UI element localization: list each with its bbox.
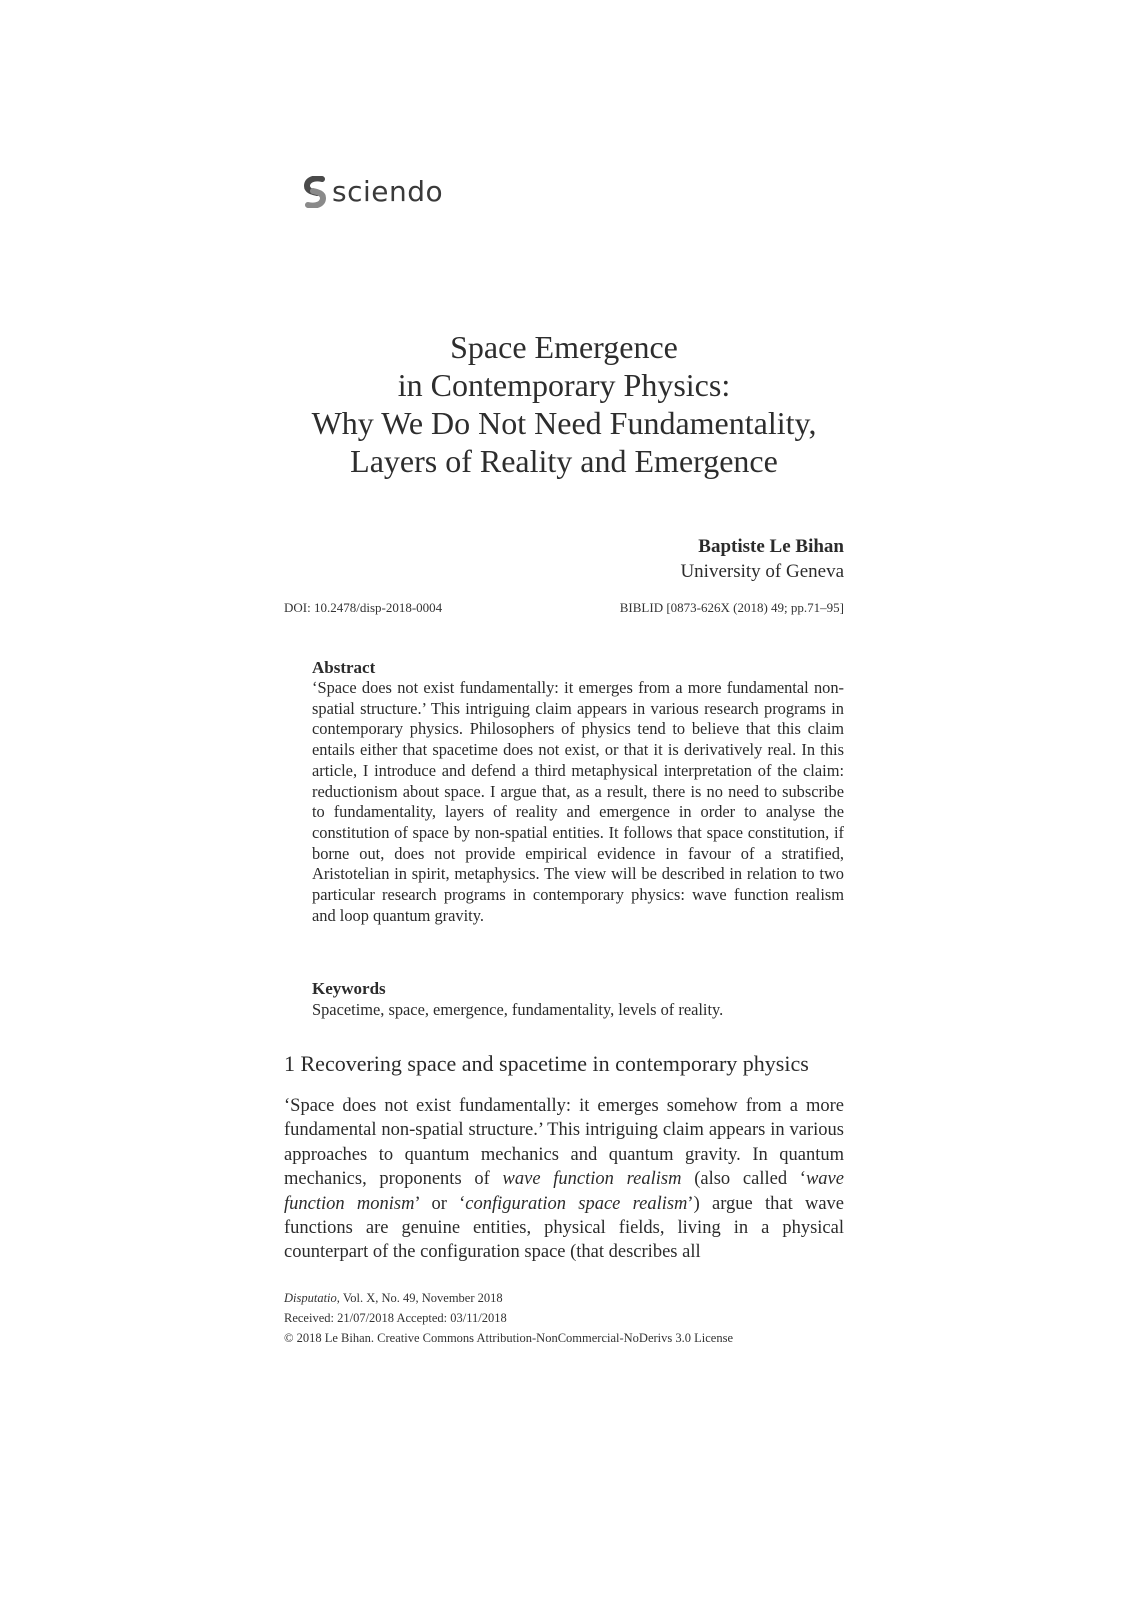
- title-line: in Contemporary Physics:: [397, 367, 731, 403]
- article-title: [284, 328, 844, 480]
- author-block: [680, 534, 844, 584]
- article-meta: [284, 600, 844, 616]
- publisher-name: sciendo: [332, 175, 444, 208]
- keywords: [312, 978, 844, 1020]
- journal-info: [284, 1288, 844, 1308]
- author-name: Baptiste Le Bihan: [698, 536, 844, 557]
- title-line: Space Emergence: [450, 329, 678, 365]
- body-text: ’) argue that wave functions are genuine entities, physical fields, living in a physical counterpart of the configuration space (that describes all: [284, 1193, 844, 1263]
- section-heading: 1 Recovering space and spacetime in contemporary physics: [284, 1051, 809, 1076]
- license: © 2018 Le Bihan. Creative Commons Attribution-NonCommercial-NoDerivs 3.0 License: [284, 1331, 733, 1345]
- author-affiliation: University of Geneva: [680, 561, 844, 582]
- journal-volume: , Vol. X, No. 49, November 2018: [336, 1291, 503, 1305]
- journal-name: Disputatio: [284, 1291, 337, 1305]
- abstract: [312, 658, 844, 926]
- body-text: ’ or ‘: [414, 1193, 466, 1214]
- page-footer: [284, 1288, 844, 1348]
- italic-term: configuration space realism: [465, 1193, 688, 1214]
- received-accepted: Received: 21/07/2018 Accepted: 03/11/2018: [284, 1311, 507, 1325]
- abstract-text: ‘Space does not exist fundamentally: it emerges from a more fundamental non-spatial structure.’ This intriguing claim appears in various research programs in contemporary physics. Philosophers of physics tend to believe that this claim entails either that spacetime does not exist, or that it is derivatively real. In this article, I introduce and defend a third metaphysical interpretation of the claim: reductionism about space. I argue that, as a result, there is no need to subscribe to fundamentality, layers of reality and emergence in order to analyse the constitution of space by non-spatial entities. It follows that space constitution, if borne out, does not provide empirical evidence in favour of a stratified, Aristotelian in spirit, metaphysics. The view will be described in relation to two particular research programs in contemporary physics: wave function realism and loop quantum gravity.: [312, 678, 844, 925]
- keywords-text: Spacetime, space, emergence, fundamentality, levels of reality.: [312, 1000, 724, 1019]
- italic-term: wave function monism: [284, 1169, 844, 1214]
- publisher-logo: [304, 176, 443, 208]
- body-text: ‘Space does not exist fundamentally: it emerges somehow from a more fundamental non-spatial structure.’ This intriguing claim appears in various approaches to quantum mechanics and quantum gravity. In quantum mechanics, proponents of: [284, 1096, 844, 1190]
- title-line: Why We Do Not Need Fundamentality,: [311, 405, 817, 441]
- body-paragraph: [284, 1094, 844, 1265]
- biblid: BIBLID [0873-626X (2018) 49; pp.71–95]: [619, 600, 844, 615]
- italic-term: wave function realism: [502, 1169, 682, 1190]
- sciendo-s-icon: [304, 176, 326, 208]
- keywords-heading: Keywords: [312, 979, 386, 998]
- doi: DOI: 10.2478/disp-2018-0004: [284, 600, 443, 615]
- abstract-heading: Abstract: [312, 658, 376, 677]
- title-line: Layers of Reality and Emergence: [350, 443, 778, 479]
- body-text: (also called ‘: [681, 1169, 806, 1190]
